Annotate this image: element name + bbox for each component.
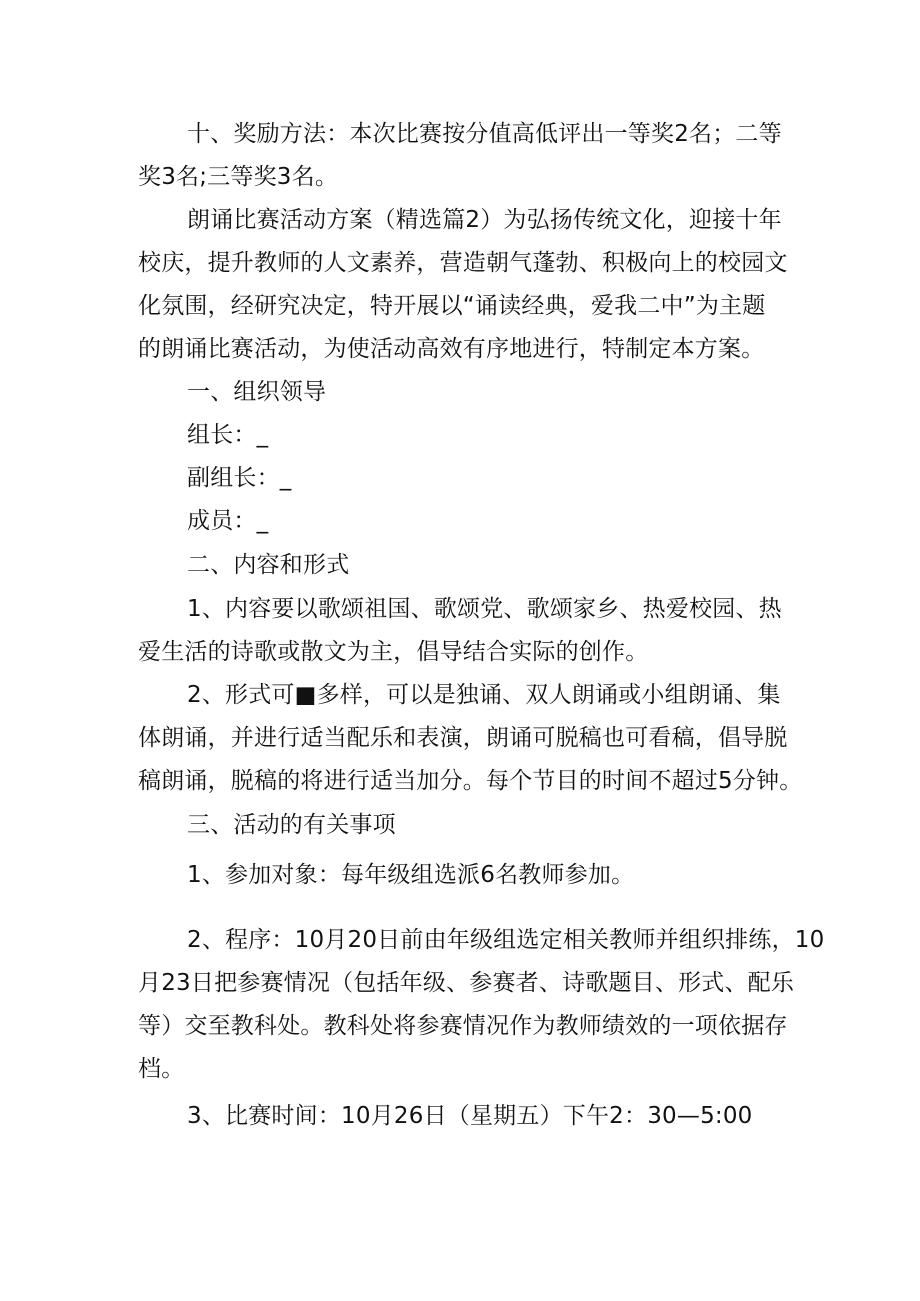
paragraph-form-line-2: 体朗诵，并进行适当配乐和表演，朗诵可脱稿也可看稿，倡导脱 xyxy=(138,725,788,751)
paragraph-procedure-line-4: 档。 xyxy=(138,1056,185,1082)
paragraph-content-line-2: 爱生活的诗歌或散文为主，倡导结合实际的创作。 xyxy=(138,639,649,665)
paragraph-award-line-2: 奖3名;三等奖3名。 xyxy=(138,164,339,190)
paragraph-intro-line-4: 的朗诵比赛活动，为使活动高效有序地进行，特制定本方案。 xyxy=(138,336,765,362)
paragraph-award-line-1: 十、奖励方法：本次比赛按分值高低评出一等奖2名；二等 xyxy=(187,121,782,147)
paragraph-procedure-line-2: 月23日把参赛情况（包括年级、参赛者、诗歌题目、形式、配乐 xyxy=(138,970,795,996)
paragraph-procedure-line-1: 2、程序：10月20日前由年级组选定相关教师并组织排练，10 xyxy=(187,927,825,953)
paragraph-intro-line-2: 校庆，提升教师的人文素养，营造朝气蓬勃、积极向上的校园文 xyxy=(138,250,788,276)
team-leader-line: 组长：_ xyxy=(187,422,269,448)
paragraph-form-line-1: 2、形式可■多样，可以是独诵、双人朗诵或小组朗诵、集 xyxy=(187,682,781,708)
paragraph-intro-line-3: 化氛围，经研究决定，特开展以“诵读经典，爱我二中”为主题 xyxy=(138,293,766,319)
paragraph-competition-time: 3、比赛时间：10月26日（星期五）下午2：30—5:00 xyxy=(187,1103,753,1129)
section-heading-content: 二、内容和形式 xyxy=(187,552,350,578)
paragraph-intro-line-1: 朗诵比赛活动方案（精选篇2）为弘扬传统文化，迎接十年 xyxy=(187,207,782,233)
paragraph-procedure-line-3: 等）交至教科处。教科处将参赛情况作为教师绩效的一项依据存 xyxy=(138,1013,788,1039)
members-line: 成员：_ xyxy=(187,508,269,534)
deputy-leader-line: 副组长：_ xyxy=(187,465,292,491)
paragraph-form-line-3: 稿朗诵，脱稿的将进行适当加分。每个节目的时间不超过5分钟。 xyxy=(138,768,803,794)
paragraph-participants: 1、参加对象：每年级组选派6名教师参加。 xyxy=(187,862,635,888)
paragraph-content-line-1: 1、内容要以歌颂祖国、歌颂党、歌颂家乡、热爱校园、热 xyxy=(187,596,782,622)
section-heading-matters: 三、活动的有关事项 xyxy=(187,812,396,838)
section-heading-organization: 一、组织领导 xyxy=(187,379,327,405)
